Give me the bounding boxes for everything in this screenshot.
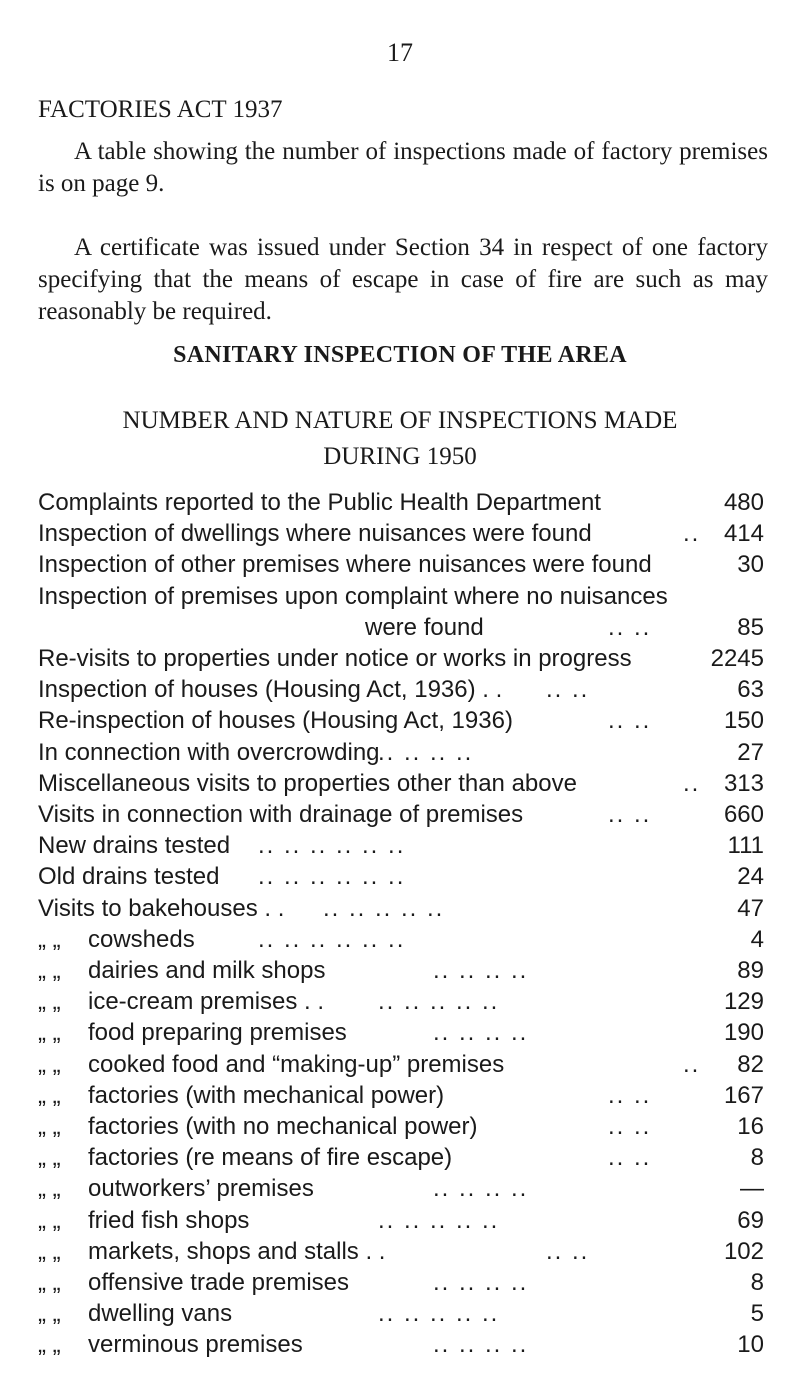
table-row	[38, 1236, 764, 1268]
leader-dots: .. .. .. ..	[433, 1331, 529, 1359]
leader-dots: .. ..	[608, 801, 652, 828]
ditto-mark: „ „	[38, 1144, 61, 1172]
row-label: offensive trade premises	[88, 1269, 350, 1296]
row-value: 16	[737, 1113, 764, 1140]
paragraph-text: A certificate was issued under Section 34 in respect of one factory specifying that the means of escape in case of fire are such as may reasonably be required.	[38, 234, 768, 325]
table-row	[38, 1173, 764, 1205]
ditto-mark: „ „	[38, 957, 61, 984]
row-label: were found	[365, 613, 484, 641]
row-value: 414	[723, 520, 764, 548]
row-value: 111	[727, 832, 764, 860]
paragraph-certificate	[38, 232, 768, 328]
row-value: 8	[750, 1144, 764, 1172]
leader-dots: .. .. .. ..	[433, 1175, 529, 1203]
table-row	[38, 674, 764, 706]
leader-dots: .. .. .. .. ..	[323, 894, 445, 922]
leader-dots: .. ..	[608, 1081, 652, 1109]
row-value: 190	[723, 1019, 764, 1047]
row-label: Inspection of dwellings where nuisances were found	[38, 520, 592, 548]
leader-dots: .. ..	[608, 1144, 652, 1172]
row-label: verminous premises	[88, 1331, 303, 1359]
table-row	[38, 924, 764, 956]
leader-dots: .. ..	[608, 613, 652, 641]
table-row	[38, 518, 764, 550]
ditto-mark: „ „	[38, 988, 61, 1016]
table-row	[38, 768, 764, 800]
table-row	[38, 643, 764, 675]
ditto-mark: „ „	[38, 1081, 61, 1109]
row-value: 660	[723, 801, 764, 828]
table-row	[38, 705, 764, 737]
act-heading: FACTORIES ACT 1937	[38, 96, 283, 123]
ditto-mark: „ „	[38, 1113, 61, 1140]
row-label: Re-visits to properties under notice or works in progress	[38, 645, 632, 672]
subtitle-line-1: NUMBER AND NATURE OF INSPECTIONS MADE	[122, 407, 678, 434]
table-row	[38, 830, 764, 862]
row-value: 82	[737, 1050, 764, 1078]
row-label: Re-inspection of houses (Housing Act, 1936)	[38, 707, 513, 735]
table-row	[38, 1329, 764, 1361]
section-title: SANITARY INSPECTION OF THE AREA	[173, 342, 627, 368]
row-label: Miscellaneous visits to properties other than above	[38, 769, 577, 797]
ditto-mark: „ „	[38, 1019, 61, 1047]
row-value: 167	[723, 1081, 764, 1109]
row-label: New drains tested	[38, 832, 231, 860]
row-label: factories (with mechanical power)	[88, 1081, 445, 1109]
row-label: Old drains tested	[38, 863, 220, 891]
ditto-mark: „ „	[38, 1050, 61, 1078]
row-value: 24	[737, 863, 764, 891]
row-value: 5	[750, 1300, 764, 1328]
row-value: 89	[737, 957, 764, 984]
table-row	[38, 549, 764, 581]
row-label: Inspection of other premises where nuisances were found	[38, 551, 652, 579]
row-label: food preparing premises	[88, 1019, 347, 1047]
row-label: ice-cream premises . .	[88, 988, 325, 1016]
ditto-mark: „ „	[38, 1175, 61, 1203]
row-label: Inspection of houses (Housing Act, 1936) . .	[38, 676, 503, 704]
leader-dots: .. .. .. .. .. ..	[258, 925, 406, 953]
row-value: 150	[723, 707, 764, 735]
table-row	[38, 612, 764, 644]
table-row	[38, 737, 764, 769]
leader-dots: .. ..	[608, 707, 652, 735]
leader-dots: ..	[683, 1050, 701, 1078]
row-label: fried fish shops	[88, 1206, 250, 1234]
subtitle-line-2: DURING 1950	[323, 443, 477, 470]
table-row	[38, 487, 764, 519]
row-value: 8	[750, 1269, 764, 1296]
ditto-mark: „ „	[38, 1300, 61, 1328]
leader-dots: .. .. .. .. ..	[378, 988, 500, 1016]
row-label: outworkers’ premises	[88, 1175, 314, 1203]
table-row	[38, 1049, 764, 1081]
row-value: 313	[723, 769, 764, 797]
table-row	[38, 799, 764, 831]
ditto-mark: „ „	[38, 1206, 61, 1234]
row-label: In connection with overcrowding	[38, 738, 380, 766]
ditto-mark: „ „	[38, 1331, 61, 1359]
leader-dots: .. ..	[546, 676, 590, 704]
row-value: 47	[737, 894, 764, 922]
leader-dots: .. .. .. ..	[378, 738, 474, 766]
row-label: cooked food and “making-up” premises	[88, 1050, 505, 1078]
row-value: 2245	[710, 645, 764, 672]
row-label: Complaints reported to the Public Health Department	[38, 489, 601, 516]
table-row	[38, 1298, 764, 1330]
leader-dots: .. .. .. .. .. ..	[258, 832, 406, 860]
leader-dots: .. .. .. .. ..	[378, 1206, 500, 1234]
table-row	[38, 861, 764, 893]
row-value: 102	[723, 1237, 764, 1265]
page-number: 17	[387, 38, 413, 67]
row-label: Visits in connection with drainage of premises	[38, 801, 524, 828]
leader-dots: .. .. .. ..	[433, 1019, 529, 1047]
table-row	[38, 1205, 764, 1237]
table-row	[38, 1111, 764, 1143]
table-row	[38, 893, 764, 925]
table-row	[38, 1142, 764, 1174]
row-value: 30	[737, 551, 764, 579]
table-row	[38, 1017, 764, 1049]
leader-dots: .. .. .. ..	[433, 1269, 529, 1296]
leader-dots: ..	[683, 769, 701, 797]
row-value: 69	[737, 1206, 764, 1234]
row-label: Inspection of premises upon complaint where no nuisances	[38, 582, 668, 610]
row-label: markets, shops and stalls . .	[88, 1237, 386, 1265]
table-row	[38, 986, 764, 1018]
row-value: 129	[723, 988, 764, 1016]
leader-dots: .. .. .. .. ..	[378, 1300, 500, 1328]
table-row	[38, 1267, 764, 1299]
row-value: —	[740, 1175, 764, 1203]
ditto-mark: „ „	[38, 1237, 61, 1265]
row-value: 27	[737, 738, 764, 766]
table-row	[38, 955, 764, 987]
row-label: factories (re means of fire escape)	[88, 1144, 453, 1172]
row-value: 85	[737, 613, 764, 641]
row-label: cowsheds	[88, 925, 195, 953]
leader-dots: ..	[683, 520, 701, 548]
leader-dots: .. ..	[608, 1113, 652, 1140]
row-value: 480	[723, 489, 764, 516]
row-label: Visits to bakehouses . .	[38, 894, 285, 922]
paragraph-factory-table	[38, 136, 768, 200]
table-row	[38, 581, 764, 613]
leader-dots: .. .. .. ..	[433, 957, 529, 984]
row-label: dairies and milk shops	[88, 957, 326, 984]
row-value: 4	[750, 925, 764, 953]
row-value: 10	[737, 1331, 764, 1359]
ditto-mark: „ „	[38, 925, 61, 953]
leader-dots: .. .. .. .. .. ..	[258, 863, 406, 891]
row-label: factories (with no mechanical power)	[88, 1113, 478, 1140]
leader-dots: .. ..	[546, 1237, 590, 1265]
ditto-mark: „ „	[38, 1269, 61, 1296]
row-value: 63	[737, 676, 764, 704]
table-row	[38, 1080, 764, 1112]
row-label: dwelling vans	[88, 1300, 233, 1328]
paragraph-text: A table showing the number of inspections made of factory premises is on page 9.	[38, 138, 768, 197]
